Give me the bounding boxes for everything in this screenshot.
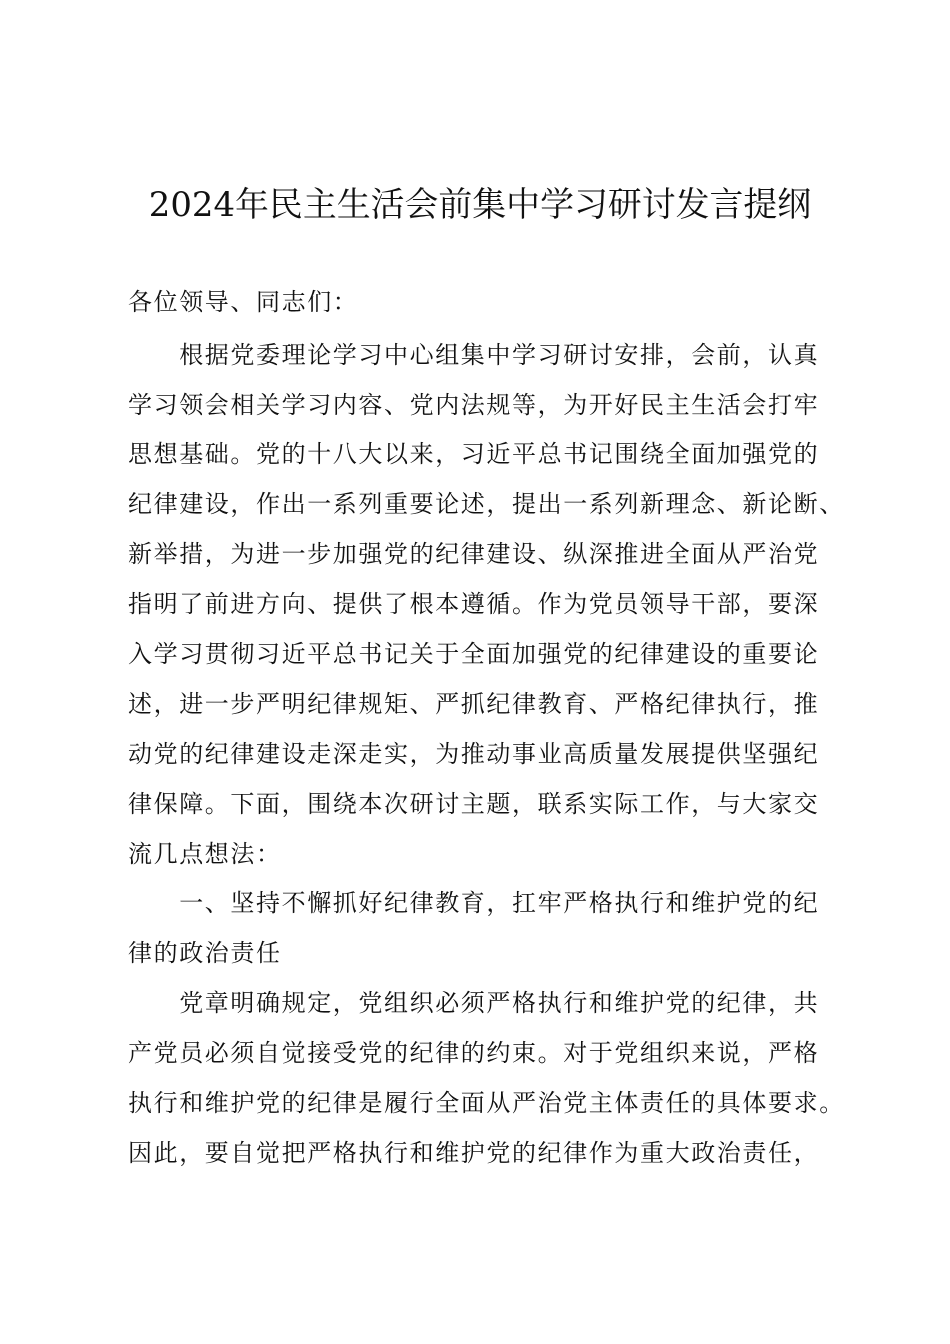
body-line: 产党员必须自觉接受党的纪律的约束。对于党组织来说，严格 — [128, 1039, 820, 1067]
body-line: 新举措，为进一步加强党的纪律建设、纵深推进全面从严治党 — [128, 540, 820, 568]
body-line: 律保障。下面，围绕本次研讨主题，联系实际工作，与大家交 — [128, 790, 820, 818]
body-line: 入学习贯彻习近平总书记关于全面加强党的纪律建设的重要论 — [128, 640, 820, 668]
salutation: 各位领导、同志们： — [128, 288, 359, 316]
body-line: 根据党委理论学习中心组集中学习研讨安排，会前，认真 — [128, 341, 820, 369]
body-line: 因此，要自觉把严格执行和维护党的纪律作为重大政治责任， — [128, 1139, 820, 1167]
body-line: 动党的纪律建设走深走实，为推动事业高质量发展提供坚强纪 — [128, 740, 820, 768]
body-line: 执行和维护党的纪律是履行全面从严治党主体责任的具体要求。 — [128, 1089, 845, 1117]
section-heading-line: 一、坚持不懈抓好纪律教育，扛牢严格执行和维护党的纪 — [128, 889, 820, 917]
body-line: 学习领会相关学习内容、党内法规等，为开好民主生活会打牢 — [128, 391, 820, 419]
body-line: 指明了前进方向、提供了根本遵循。作为党员领导干部，要深 — [128, 590, 820, 618]
body-line: 思想基础。党的十八大以来，习近平总书记围绕全面加强党的 — [128, 440, 820, 468]
body-line: 党章明确规定，党组织必须严格执行和维护党的纪律，共 — [128, 989, 820, 1017]
body-line: 述，进一步严明纪律规矩、严抓纪律教育、严格纪律执行，推 — [128, 690, 820, 718]
document-title: 2024年民主生活会前集中学习研讨发言提纲 — [148, 185, 812, 224]
body-line: 纪律建设，作出一系列重要论述，提出一系列新理念、新论断、 — [128, 490, 845, 518]
section-heading-line: 律的政治责任 — [128, 939, 282, 967]
body-line: 流几点想法： — [128, 840, 282, 868]
